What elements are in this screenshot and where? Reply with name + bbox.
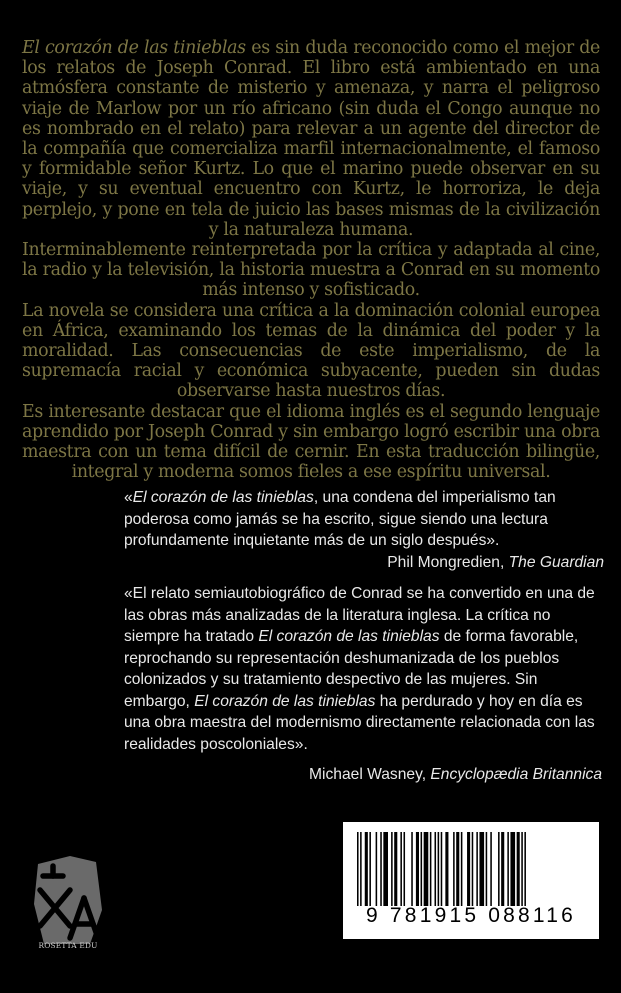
review-quote-guardian [124,487,604,573]
quote-source: Encyclopædia Britannica [430,766,602,783]
barcode-bar [521,832,523,906]
quote-author: Michael Wasney, [309,766,431,783]
quote-body: , una condena del imperialismo tan poderosa como jamás se ha escrito, sigue siendo una lectura profundamente inquietante más de un siglo después». [124,489,556,549]
quote-text [124,487,604,552]
synopsis-text: es sin duda reconocido como el mejor de los relatos de Joseph Conrad. El libro está ambientado en una atmósfera constante de misterio y amenaza, y narra el peligroso viaje de Marlow por un río africano (sin duda el Congo aunque no es nombrado en el relato) para relevar a un agente del director de la compañía que comercializa marfil internacionalmente, el famoso y formidable señor Kurtz. Lo que el marino puede observar en su viaje, y su eventual encuentro con Kurtz, le horroriza, le deja perplejo, y pone en tela de juicio las bases mismas de la civilización y la naturaleza humana. [22,38,601,240]
quote-attribution [124,552,604,574]
barcode-bar [383,832,388,906]
synopsis-paragraph-2: Interminablemente reinterpretada por la crítica y adaptada al cine, la radio y la televisión, la historia muestra a Conrad en su momento más intenso y sofisticado. [22,240,600,301]
isbn-barcode [343,822,599,939]
quote-body: ha perdurado y hoy en día es una obra maestra del modernismo directamente relacionada con las realidades poscoloniales». [124,692,595,753]
book-title: El corazón de las tinieblas [194,692,376,710]
barcode-bar [424,832,429,906]
synopsis-paragraph-1 [22,38,600,240]
barcode-bar [369,832,371,906]
barcode-bar [441,832,443,906]
quote-body: de forma favorable, reprochando su representación deshumanizada de los pueblos colonizados y su tratamiento despectivo de las mujeres. Sin embargo, [124,628,579,710]
barcode-bar [498,832,500,906]
barcode-bar [365,832,368,906]
quote-source: The Guardian [508,553,604,571]
barcode-bars [357,832,585,908]
book-title: El corazón de las tinieblas [258,628,440,645]
barcode-bar [472,832,474,906]
barcode-bar [461,832,463,906]
barcode-bar [360,832,362,906]
barcode-bar [507,832,509,906]
quote-attribution [124,764,602,786]
barcode-bar [467,832,470,906]
barcode-bar [430,832,432,906]
barcode-bar [510,832,515,906]
quote-text [124,583,602,755]
review-quote-britannica [124,583,602,786]
synopsis-paragraph-4: Es interesante destacar que el idioma inglés es el segundo lenguaje aprendido por Joseph Conrad y sin embargo logró escribir una obra maestra con un tema difícil de cernir. En esta traducción bilingüe, integral y moderna somos fieles a ese espíritu universal. [22,401,600,483]
barcode-bar [357,832,359,906]
isbn-number: 9 781915 088116 [366,904,576,927]
barcode-bar [453,832,455,906]
barcode-bar [416,832,419,906]
barcode-bar [486,832,488,906]
barcode-bar [501,832,504,906]
barcode-bar [479,832,484,906]
quote-author: Phil Mongredien, [387,553,509,571]
barcode-bar [456,832,459,906]
barcode-bar [421,832,423,906]
barcode-bar [517,832,520,906]
book-synopsis [22,38,600,482]
quote-mark: « [124,489,133,506]
translate-icon [30,852,106,952]
barcode-bar [394,832,397,906]
synopsis-paragraph-3: La novela se considera una crítica a la dominación colonial europea en África, examinando los temas de la dinámica del poder y la moralidad. Las consecuencias de este imperialismo, de la supremacía racial y económica subyacente, pueden sin dudas observarse hasta nuestros días. [22,300,600,402]
book-title: El corazón de las tinieblas [22,38,246,58]
barcode-bar [438,832,440,906]
barcode-bar [490,832,492,906]
barcode-bar [476,832,478,906]
publisher-name: ROSETTA EDU [38,941,98,950]
barcode-bar [376,832,378,906]
book-title: El corazón de las tinieblas [132,489,314,506]
barcode-bar [445,832,448,906]
barcode-bar [435,832,437,906]
barcode-bar [380,832,382,906]
barcode-bar [411,832,413,906]
barcode-bar [400,832,402,906]
quote-body: «El relato semiautobiográfico de Conrad se ha convertido en una de las obras más analizadas de la literatura inglesa. La crítica no siempre ha tratado [124,585,595,645]
barcode-bar [524,832,526,906]
barcode-bar [404,832,406,906]
barcode-bar [391,832,393,906]
